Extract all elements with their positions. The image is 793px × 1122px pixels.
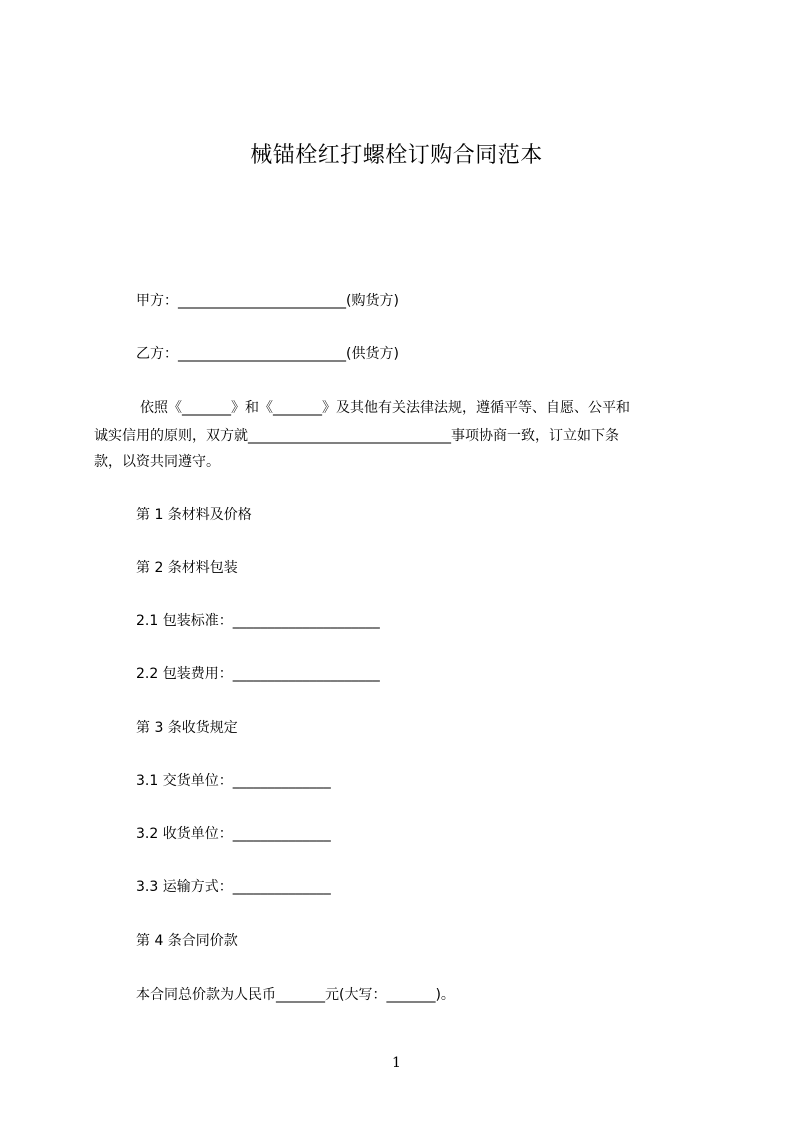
intro-line-1: 依照《_______》和《_______》及其他有关法律法规，遵循平等、自愿、公平和 (140, 400, 630, 416)
item-2-1: 2.1 包装标准：_____________________ (136, 613, 380, 629)
item-3-2: 3.2 收货单位：______________ (136, 826, 331, 842)
article-2-heading: 第 2 条材料包装 (136, 560, 238, 576)
intro-line-2: 诚实信用的原则，双方就_____________________________事项协商一致，订立如下条 (94, 428, 619, 444)
article-1-heading: 第 1 条材料及价格 (136, 507, 252, 523)
item-3-1: 3.1 交货单位：______________ (136, 773, 331, 789)
item-3-3: 3.3 运输方式：______________ (136, 879, 331, 895)
contract-price-line: 本合同总价款为人民币_______元(大写：_______)。 (136, 987, 455, 1003)
party-b-line: 乙方：________________________(供货方) (136, 346, 399, 362)
intro-line-3: 款，以资共同遵守。 (94, 454, 220, 470)
item-2-2: 2.2 包装费用：_____________________ (136, 666, 380, 682)
party-a-line: 甲方：________________________(购货方) (136, 293, 399, 309)
article-3-heading: 第 3 条收货规定 (136, 720, 238, 736)
article-4-heading: 第 4 条合同价款 (136, 933, 238, 949)
document-title: 械锚栓红打螺栓订购合同范本 (250, 143, 543, 168)
page-number: 1 (392, 1055, 401, 1071)
